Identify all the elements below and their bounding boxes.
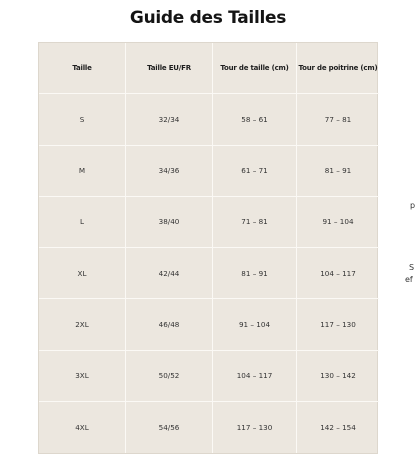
cell-chest: 81 – 91 <box>297 146 379 197</box>
header-chest: Tour de poitrine (cm) <box>297 43 379 94</box>
cell-waist: 81 – 91 <box>213 248 297 299</box>
cell-waist: 61 – 71 <box>213 146 297 197</box>
cell-size: XL <box>39 248 126 299</box>
cropped-text-fragment: S <box>409 263 415 272</box>
cell-chest: 104 – 117 <box>297 248 379 299</box>
cell-eu-fr: 46/48 <box>126 299 213 350</box>
header-waist: Tour de taille (cm) <box>213 43 297 94</box>
cell-chest: 77 – 81 <box>297 94 379 145</box>
cell-eu-fr: 54/56 <box>126 402 213 453</box>
cell-chest: 91 – 104 <box>297 197 379 248</box>
cell-size: 4XL <box>39 402 126 453</box>
cell-waist: 117 – 130 <box>213 402 297 453</box>
cell-waist: 71 – 81 <box>213 197 297 248</box>
cropped-text-fragment: p <box>410 201 416 210</box>
cell-waist: 104 – 117 <box>213 351 297 402</box>
cell-chest: 117 – 130 <box>297 299 379 350</box>
cell-eu-fr: 34/36 <box>126 146 213 197</box>
cell-chest: 130 – 142 <box>297 351 379 402</box>
cell-chest: 142 – 154 <box>320 422 356 432</box>
size-table <box>38 42 378 454</box>
header-size: Taille <box>39 43 126 94</box>
cell-eu-fr: 42/44 <box>126 248 213 299</box>
cell-waist: 58 – 61 <box>213 94 297 145</box>
cell-size: 2XL <box>39 299 126 350</box>
header-eu-fr-size: Taille EU/FR <box>126 43 213 94</box>
cell-size: S <box>39 94 126 145</box>
cell-eu-fr: 50/52 <box>126 351 213 402</box>
cropped-text-fragment: ef <box>405 275 413 284</box>
cell-eu-fr: 32/34 <box>126 94 213 145</box>
cell-eu-fr: 38/40 <box>126 197 213 248</box>
cell-waist: 91 – 104 <box>213 299 297 350</box>
page-title: Guide des Tailles <box>129 8 287 28</box>
cell-size: M <box>39 146 126 197</box>
cell-size: 3XL <box>39 351 126 402</box>
cell-size: L <box>39 197 126 248</box>
